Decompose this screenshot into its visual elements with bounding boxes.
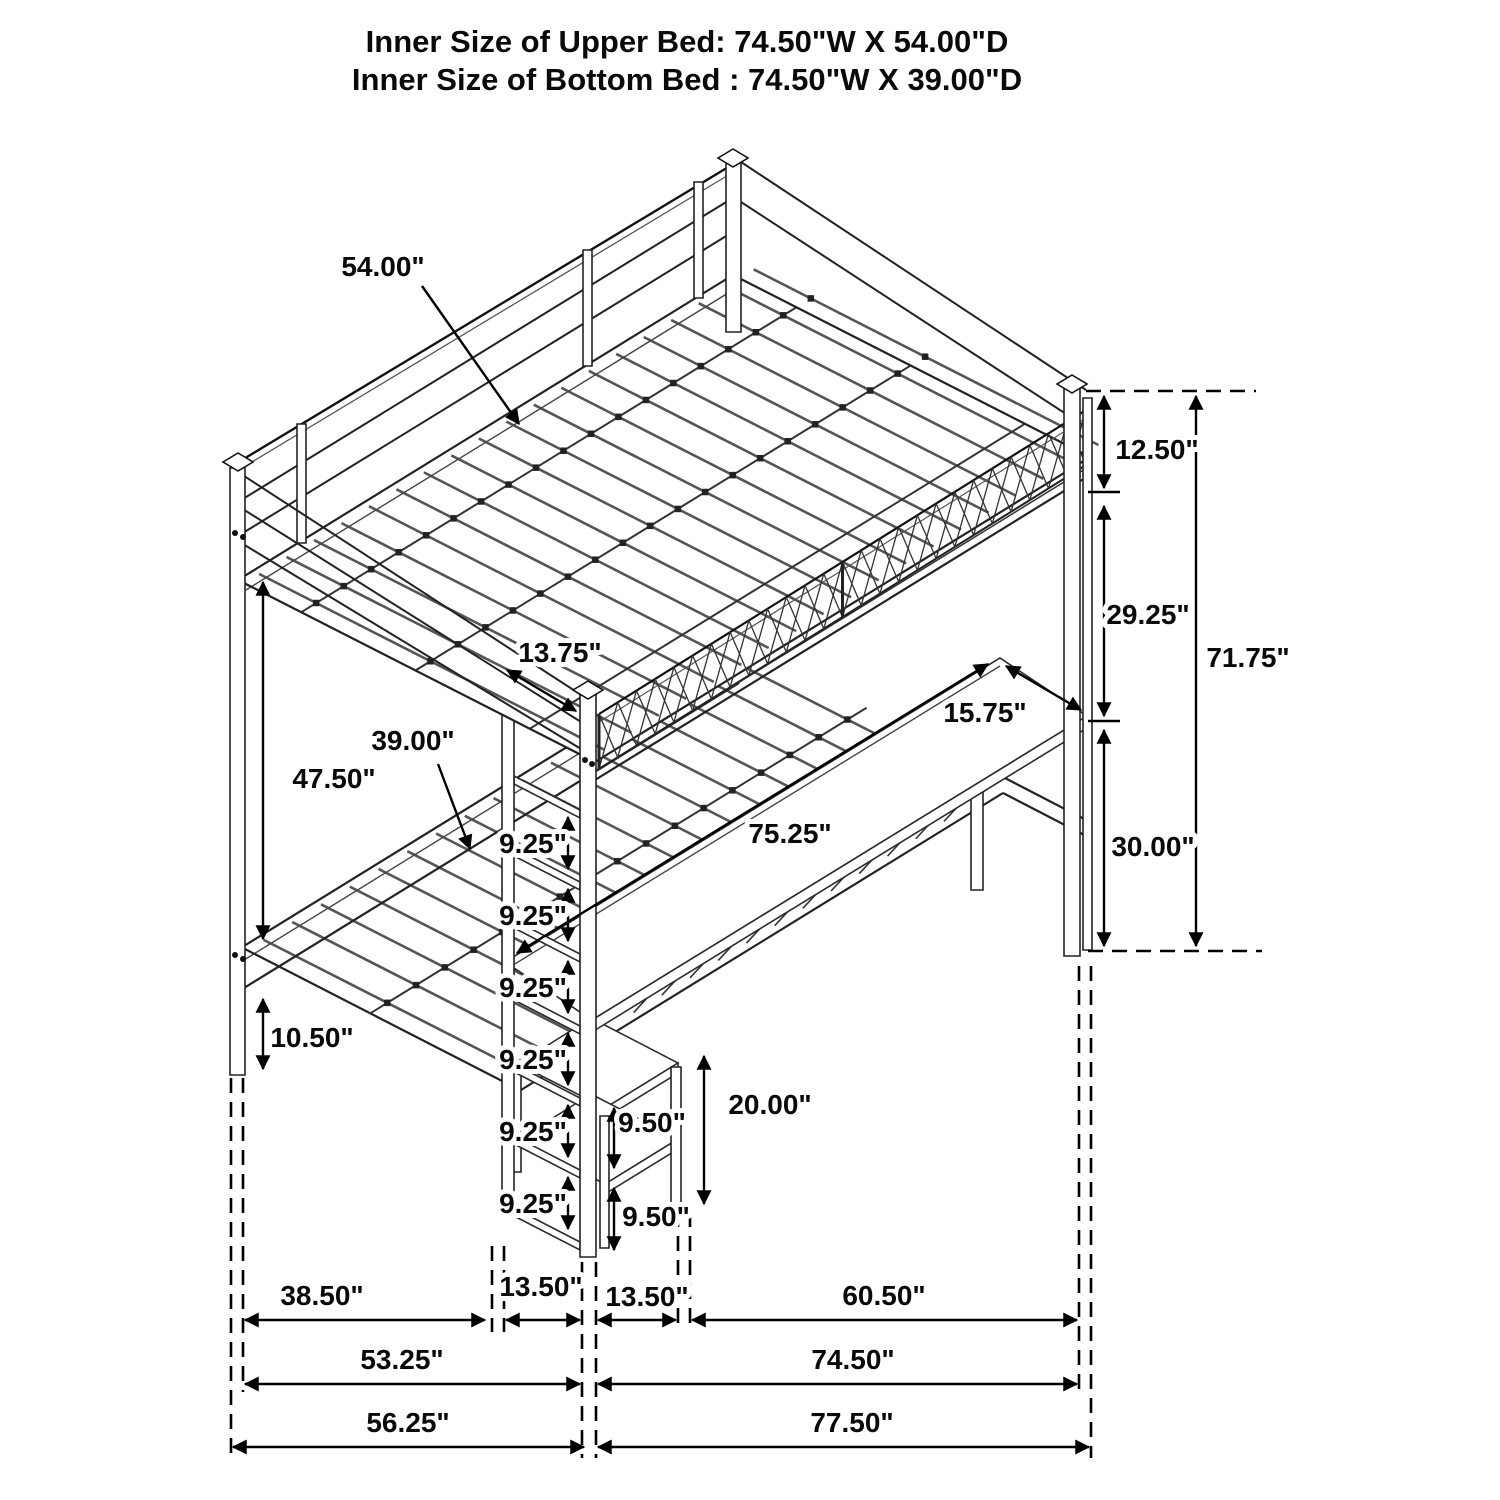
dim-post-to-desk-leg: 13.50" [605,1281,689,1312]
dim-overall-height: 71.75" [1206,642,1290,673]
title-line-2: Inner Size of Bottom Bed : 74.50"W X 39.00"D [351,62,1023,97]
dim-rung-spacing-6: 9.25" [499,1188,567,1219]
dim-shelf-unit-height: 20.00" [728,1089,812,1120]
dim-bunk-desk-clearance: 29.25" [1106,599,1190,630]
dim-bottom-rail-height: 10.50" [270,1022,354,1053]
dim-bed-to-ladder-floor: 38.50" [280,1280,364,1311]
dim-upper-guard-height: 12.50" [1115,434,1199,465]
dim-desk-depth: 15.75" [943,697,1027,728]
dim-upper-bed-depth: 54.00" [341,251,425,282]
dim-overall-length: 77.50" [810,1407,894,1438]
dim-ladder-width: 13.50" [499,1271,583,1302]
title-line-1: Inner Size of Upper Bed: 74.50"W X 54.00"D [365,24,1009,59]
dim-ladder-inset: 13.75" [518,637,602,668]
dim-desk-length: 60.50" [842,1280,926,1311]
dim-bottom-section-overall: 56.25" [366,1407,450,1438]
dimension-labels [270,24,1289,1438]
dim-desk-height: 30.00" [1111,831,1195,862]
dim-rung-spacing-5: 9.25" [499,1116,567,1147]
dim-rung-spacing-1: 9.25" [499,828,567,859]
dim-shelf-spacing-2: 9.50" [622,1201,690,1232]
dim-bottom-section-span: 53.25" [360,1344,444,1375]
dim-rung-spacing-4: 9.25" [499,1044,567,1075]
dim-desk-inner-length: 75.25" [748,818,832,849]
dim-bunk-clearance: 47.50" [292,763,376,794]
dim-rung-spacing-2: 9.25" [499,900,567,931]
dim-rung-spacing-3: 9.25" [499,972,567,1003]
dim-bottom-bed-depth: 39.00" [371,725,455,756]
leader-upper-bed-depth [422,286,519,424]
dim-shelf-spacing-1: 9.50" [618,1107,686,1138]
dim-bed-inner-length: 74.50" [811,1344,895,1375]
